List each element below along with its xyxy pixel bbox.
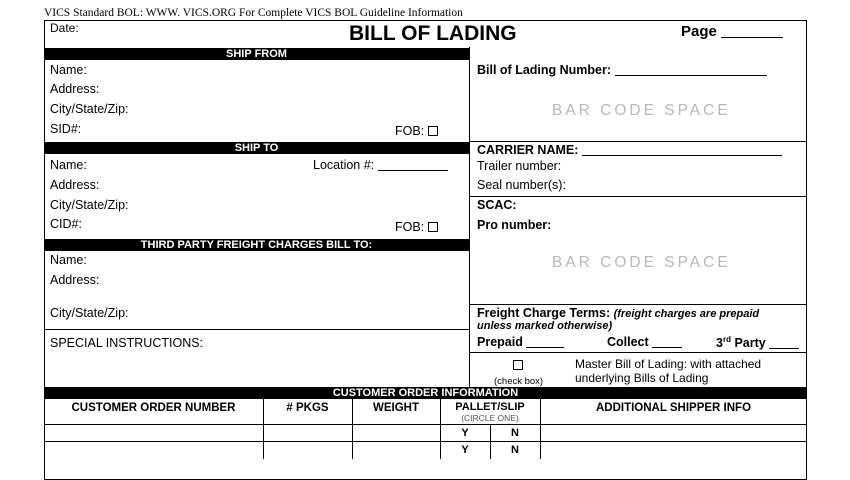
ship-from-fob-label: FOB: [395,124,425,138]
scac-label: SCAC: [477,198,517,212]
freight-terms [477,306,759,320]
bol-number[interactable] [477,63,767,77]
third-party-blank[interactable] [769,337,799,349]
ship-from-address-label: Address: [50,82,100,96]
ship-to-address-label: Address: [50,178,100,192]
ship-to-fob[interactable] [395,220,438,234]
third-party-address-label: Address: [50,273,100,287]
freight-terms-divider [469,304,807,305]
ship-to-header: SHIP TO [44,142,469,154]
circle-one-note: (CIRCLE ONE) [461,413,519,423]
col-header-pallet-slip: PALLET/SLIP [455,401,525,413]
freight-terms-label: Freight Charge Terms: [477,306,611,320]
column-divider [469,47,470,387]
third-party-header: THIRD PARTY FREIGHT CHARGES BILL TO: [44,239,469,251]
date-label: Date: [50,21,79,35]
carrier-name-blank[interactable] [582,144,782,156]
special-instructions-divider [44,329,469,330]
location-blank[interactable] [378,159,448,171]
ship-to-city-label: City/State/Zip: [50,198,129,212]
ship-from-fob-checkbox[interactable] [428,126,438,136]
third-party-city-label: City/State/Zip: [50,306,129,320]
carrier-name-label: CARRIER NAME: [477,143,579,157]
table-row-line [44,441,807,442]
ship-to-fob-label: FOB: [395,220,425,234]
third-number: 3 [716,336,723,351]
col-header-weight: WEIGHT [373,402,419,414]
freight-terms-note-2: unless marked otherwise) [477,320,613,332]
seal-number-label: Seal number(s): [477,178,566,192]
prepaid-option[interactable] [477,335,564,349]
page-number-field[interactable] [681,23,783,40]
master-bol-line-1: Master Bill of Lading: with attached [575,357,762,371]
row2-yes[interactable]: Y [461,444,469,456]
page-blank[interactable] [721,26,783,38]
ship-from-city-label: City/State/Zip: [50,102,129,116]
trailer-number-label: Trailer number: [477,159,562,173]
third-superscript: rd [722,335,731,344]
collect-blank[interactable] [652,336,682,348]
row1-yes[interactable]: Y [461,427,469,439]
row2-no[interactable]: N [511,444,519,456]
third-party-option[interactable] [716,335,799,350]
barcode-space-bottom: BAR CODE SPACE [552,254,731,271]
ship-to-name-label: Name: [50,158,87,172]
special-instructions-label: SPECIAL INSTRUCTIONS: [50,336,204,350]
barcode-space-top: BAR CODE SPACE [552,102,731,119]
check-box-label: (check box) [494,376,544,387]
prepaid-label: Prepaid [477,335,523,349]
col-header-pkgs: # PKGS [286,402,329,414]
master-bol-line-2: underlying Bills of Lading [575,371,709,385]
row1-no[interactable]: N [511,427,519,439]
third-party-name-label: Name: [50,253,87,267]
ship-to-fob-checkbox[interactable] [428,222,438,232]
customer-order-header: CUSTOMER ORDER INFORMATION [44,387,807,399]
third-party-option-label: Party [734,336,766,351]
col-header-additional-info: ADDITIONAL SHIPPER INFO [595,402,752,414]
ship-from-header: SHIP FROM [44,48,469,60]
page-title: BILL OF LADING [349,22,517,45]
freight-terms-note-1: (freight charges are prepaid [613,308,760,320]
bol-number-blank[interactable] [615,64,767,76]
ship-to-location[interactable] [313,158,448,172]
collect-label: Collect [607,335,649,349]
table-header-line [44,424,807,425]
ship-from-fob[interactable] [395,124,438,138]
ship-from-name-label: Name: [50,63,87,77]
bol-number-label: Bill of Lading Number: [477,63,612,77]
carrier-divider-top [469,141,807,142]
carrier-divider-bottom [469,196,807,197]
ship-to-location-label: Location #: [313,158,375,172]
prepaid-blank[interactable] [526,336,564,348]
ship-to-cid-label: CID#: [50,217,82,231]
collect-option[interactable] [607,335,682,349]
ship-from-sid-label: SID#: [50,122,82,136]
pro-number-label: Pro number: [477,218,552,232]
carrier-name[interactable] [477,143,782,157]
master-bol-checkbox[interactable] [513,360,523,370]
header-note: VICS Standard BOL: WWW. VICS.ORG For Complete VICS BOL Guideline Information [44,7,463,19]
master-bol-divider [469,352,807,353]
page-label: Page [681,23,717,40]
col-header-customer-order: CUSTOMER ORDER NUMBER [71,402,236,414]
